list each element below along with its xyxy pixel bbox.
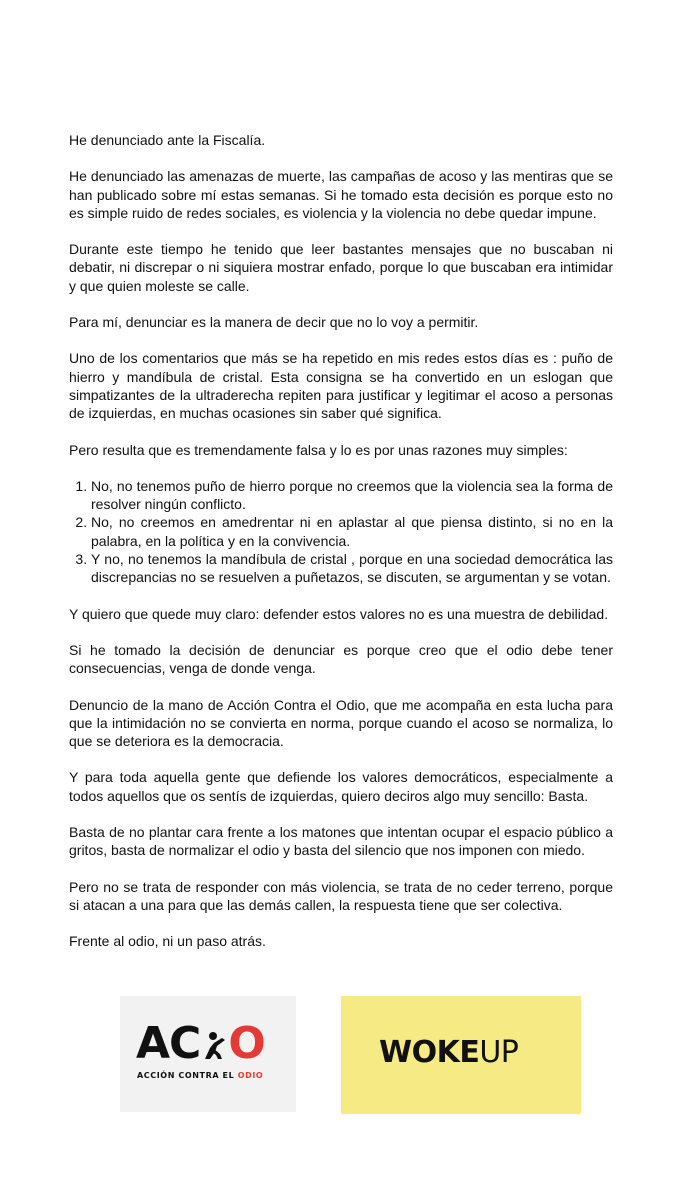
wokeup-light: UP bbox=[479, 1035, 519, 1070]
statement-document bbox=[69, 131, 613, 969]
aco-subtitle-main: ACCIÓN CONTRA EL bbox=[137, 1071, 238, 1080]
reasons-list bbox=[69, 477, 613, 587]
paragraph: He denunciado ante la Fiscalía. bbox=[69, 132, 266, 148]
paragraph: Y para toda aquella gente que defiende los valores democráticos, especialmente a todos aquellos que os sentís de izquierdas, quiero deciros algo muy sencillo: Basta. bbox=[69, 769, 613, 804]
list-item: 1. No, no tenemos puño de hierro porque no creemos que la violencia sea la forma de resolver ningún conflicto. bbox=[91, 477, 613, 514]
paragraph: Y quiero que quede muy claro: defender estos valores no es una muestra de debilidad. bbox=[69, 605, 609, 622]
wokeup-bold: WOKE bbox=[379, 1035, 480, 1070]
wokeup-logo bbox=[341, 996, 581, 1114]
person-pushing-icon bbox=[202, 1021, 228, 1061]
paragraph: Denuncio de la mano de Acción Contra el Odio, que me acompaña en esta lucha para que la intimidación no se convierta en norma, porque cuando el acoso se normaliza, lo que se deteriora es la democracia. bbox=[69, 696, 613, 750]
wokeup-logo-text bbox=[379, 1036, 518, 1070]
paragraph: Basta de no plantar cara frente a los matones que intentan ocupar el espacio público a gritos, basta de normalizar el odio y basta del silencio que nos imponen con miedo. bbox=[69, 824, 613, 859]
aco-logo-letters: AC bbox=[136, 1018, 201, 1069]
paragraph: Uno de los comentarios que más se ha repetido en mis redes estos días es : puño de hierro y mandíbula de cristal. Esta consigna se ha convertido en un eslogan que simpatizantes de la ultraderecha repiten para justificar y legitimar el acoso a personas de izquierdas, en muchas ocasiones sin saber qué significa. bbox=[69, 350, 613, 422]
paragraph: Pero no se trata de responder con más violencia, se trata de no ceder terreno, porque si atacan a una para que las demás callen, la respuesta tiene que ser colectiva. bbox=[69, 878, 613, 913]
paragraph: Frente al odio, ni un paso atrás. bbox=[69, 933, 266, 950]
aco-logo-mark bbox=[136, 1018, 265, 1069]
paragraph: Pero resulta que es tremendamente falsa y lo es por unas razones muy simples: bbox=[69, 441, 568, 458]
aco-subtitle-red: ODIO bbox=[237, 1071, 264, 1080]
paragraph: Para mí, denunciar es la manera de decir que no lo voy a permitir. bbox=[69, 314, 479, 331]
list-item: 2. No, no creemos en amedrentar ni en aplastar al que piensa distinto, si no en la palabra, en la política y en la convivencia. bbox=[91, 513, 613, 550]
accion-contra-el-odio-logo bbox=[120, 996, 296, 1112]
paragraph: He denunciado las amenazas de muerte, las campañas de acoso y las mentiras que se han publicado sobre mí estas semanas. Si he tomado esta decisión es porque esto no es simple ruido de redes sociales, es violencia y la violencia no debe quedar impune. bbox=[69, 168, 613, 221]
paragraph: Durante este tiempo he tenido que leer bastantes mensajes que no buscaban ni debatir, ni discrepar o ni siquiera mostrar enfado, porque lo que buscaban era intimidar y que quien moleste se calle. bbox=[69, 241, 613, 294]
paragraph: Si he tomado la decisión de denunciar es porque creo que el odio debe tener consecuencias, venga de donde venga. bbox=[69, 641, 613, 677]
aco-logo-o: O bbox=[228, 1018, 265, 1069]
aco-logo-subtitle bbox=[137, 1071, 263, 1080]
logos-row bbox=[120, 996, 581, 1114]
list-item: 3. Y no, no tenemos la mandíbula de cristal , porque en una sociedad democrática las discrepancias no se resuelven a puñetazos, se discuten, se argumentan y se votan. bbox=[91, 550, 613, 587]
